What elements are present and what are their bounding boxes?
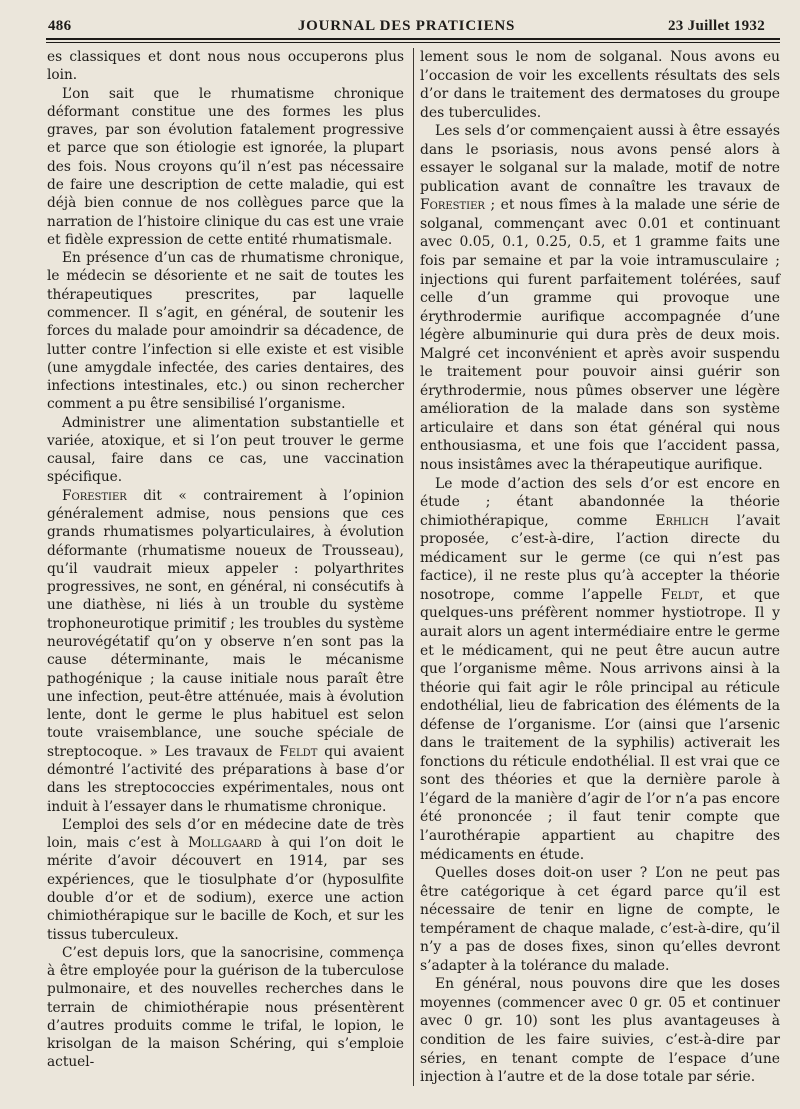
paragraph: En présence d’un cas de rhumatisme chronique, le médecin se désoriente et ne sait de toutes les thérapeutiques prescrites, par laquelle commencer. Il s’agit, en général, de soutenir les forces du malade pour amoindrir sa décadence, de lutter contre l’infection si elle existe et est visible (une amygdale infectée, des caries dentaires, des infections intestinales, etc.) ou sinon rechercher comment a pu être sensibilisé l’organisme.: [47, 250, 404, 413]
paragraph: [47, 487, 404, 816]
text-run: , et que quelques-uns préfèrent nommer hystiotrope. Il y aurait alors un agent intermédiaire entre le germe et le médicament, qui ne peut être aucun autre que l’organisme même. Nous arrivons ainsi à la théorie qui fait agir le rôle principal au réticule endothélial, lieu de fabrication des éléments de la défense de l’organisme. L’or (ainsi que l’arsenic dans le traitement de la syphilis) activerait les fonctions du réticule endothélial. Il est vrai que ce sont des théories et que la dernière parole à l’égard de la manière d’agir de l’or n’a pas encore été prononcée ; il faut tenir compte que l’aurothérapie appartient au chapitre des médicaments en étude.: [420, 586, 780, 863]
text-run: l’avait proposée, c’est-à-dire, l’action directe du médicament sur le germe (ce qui n’est pas factice), il ne reste plus qu’à accepter la théorie nosotrope, comme l’appelle: [420, 512, 780, 603]
right-column: [420, 48, 780, 1087]
author-name: Forestier: [420, 197, 485, 214]
paragraph: Quelles doses doit-on user ? L’on ne peut pas être catégorique à cet égard parce qu’il est nécessaire de tenir en ligne de compte, le tempérament de chaque malade, c’est-à-dire, qu’il n’y a pas de doses fixes, sinon qu’elles devront s’adapter à la tolérance du malade.: [420, 865, 780, 974]
paragraph: [47, 816, 404, 944]
text-run: Le mode d’action des sels d’or est encore en étude ; étant abandonnée la théorie chimiothérapique, comme: [420, 475, 780, 529]
paragraph: C’est depuis lors, que la sanocrisine, commença à être employée pour la guérison de la tuberculose pulmonaire, et des nouvelles recherches dans le terrain de chimiothérapie nous présentèrent d’autres produits comme le trifal, le lopion, le krisolgan de la maison Schéring, qui s’emploie actuel-: [47, 944, 404, 1071]
text-run: Les sels d’or commençaient aussi à être essayés dans le psoriasis, nous avons pensé alors à essayer le solganal sur la malade, motif de notre publication avant de connaître les travaux de: [420, 123, 780, 195]
paragraph: [420, 475, 780, 864]
author-name: Erhlich: [655, 512, 709, 529]
text-run: à qui l’on doit le mérite d’avoir découvert en 1914, par ses expériences, que le tiosulphate d’or (hyposulfite double d’or et de sodium), exerce une action chimiothérapique sur le bacille de Koch, et sur les tissus tuberculeux.: [47, 835, 404, 943]
author-name: Mollgaard: [188, 835, 262, 852]
text-run: qui avaient démontré l’activité des préparations à base d’or dans les streptococcies expérimentales, nous ont induit à l’essayer dans le rhumatisme chronique.: [47, 743, 404, 815]
left-column: [47, 48, 404, 1072]
text-run: ; et nous fîmes à la malade une série de solganal, commençant avec 0.01 et continuant avec 0.05, 0.1, 0.25, 0.5, et 1 gramme faits une fois par semaine et par la voie intramusculaire ; injections qui furent parfaitement tolérées, sauf celle d’un gramme qui provoque une érythrodermie aurifique accompagnée d’une légère albuminurie qui dura près de deux mois. Malgré cet inconvénient et après avoir suspendu le traitement pour pouvoir ainsi guérir son érythrodermie, nous pûmes observer une légère amélioration de la malade dans son système articulaire et dans son état général qui nous enthousiasma, et une fois que l’accident passa, nous insistâmes avec la thérapeutique aurifique.: [420, 197, 780, 474]
page-number: 486: [48, 18, 72, 34]
author-name: Feldt: [660, 586, 700, 603]
paragraph: Administrer une alimentation substantielle et variée, atoxique, et si l’on peut trouver le germe causal, faire dans ce cas, une vaccination spécifique.: [47, 414, 404, 486]
column-separator: [413, 48, 414, 1086]
paragraph: lement sous le nom de solganal. Nous avons eu l’occasion de voir les excellents résultats des sels d’or dans le traitement des dermatoses du groupe des tuberculides.: [420, 49, 780, 121]
paragraph: [420, 122, 780, 474]
issue-date: 23 Juillet 1932: [668, 18, 765, 34]
text-run: L’emploi des sels d’or en médecine date de très loin, mais c’est à: [47, 816, 404, 852]
header-rule-thin: [46, 42, 780, 43]
running-header: [48, 18, 765, 38]
journal-title: JOURNAL DES PRATICIENS: [297, 18, 516, 34]
header-rule: [46, 38, 780, 40]
author-name: Forestier: [62, 487, 127, 504]
paragraph: L’on sait que le rhumatisme chronique déformant constitue une des formes les plus graves, par son évolution fatalement progressive et parce que son étiologie est ignorée, la plupart des fois. Nous croyons qu’il n’est pas nécessaire de faire une description de cette maladie, qui est déjà bien connue de nos collègues parce que la narration de l’histoire clinique du cas est une vraie et fidèle expression de cette entité rhumatismale.: [47, 85, 404, 248]
text-run: dit « contrairement à l’opinion généralement admise, nous pensions que ces grands rhumatismes polyarticulaires, à évolution déformante (rhumatisme noueux de Trousseau), qu’il vaudrait mieux appeler : polyarthrites progressives, ne sont, en général, ni consécutifs à une diathèse, ni liés à un trouble du système trophoneurotique primitif ; les troubles du système neurovégétatif qu’on y observe n’en sont pas la cause déterminante, mais le mécanisme pathogénique ; la cause initiale nous paraît être une infection, peut-être atténuée, mais à évolution lente, dont le germe le plus habituel est selon toute vraisemblance, une souche spéciale de streptocoque. » Les travaux de: [47, 487, 404, 760]
author-name: Feldt: [279, 743, 318, 760]
paragraph: es classiques et dont nous nous occuperons plus loin.: [47, 49, 404, 84]
paragraph: En général, nous pouvons dire que les doses moyennes (commencer avec 0 gr. 05 et continuer avec 0 gr. 10) sont les plus avantageuses à condition de les faire suivies, c’est-à-dire par séries, en tenant compte de l’espace d’une injection à l’autre et de la dose totale par série.: [420, 976, 780, 1086]
